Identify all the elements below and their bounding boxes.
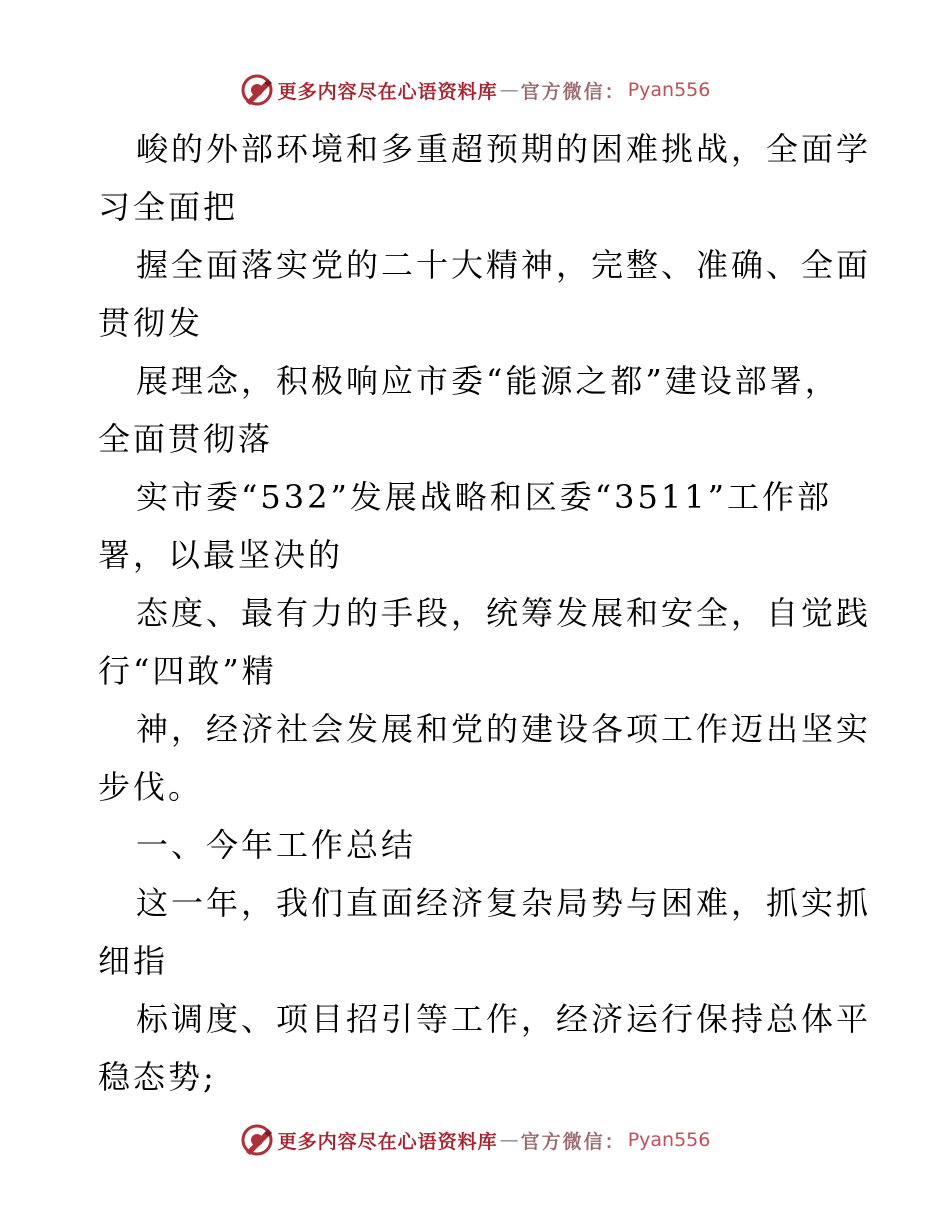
text-line: 习全面把 [98, 188, 239, 226]
text-line: 态度、最有力的手段，统筹发展和安全，自觉践 [136, 594, 872, 632]
text-line: 全面贯彻落 [98, 420, 274, 458]
text-line: 稳态势; [98, 1058, 217, 1096]
pen-seal-icon [240, 1123, 274, 1157]
document-body [98, 120, 872, 1106]
watermark-account-id: Pyan556 [627, 79, 711, 101]
watermark-official-label: 官方微信： [520, 1130, 626, 1153]
pen-seal-icon [240, 73, 274, 107]
watermark-main-text: 更多内容尽在心语资料库 [277, 1130, 498, 1153]
text-line: 署，以最坚决的 [98, 536, 344, 574]
text-line: 这一年，我们直面经济复杂局势与困难，抓实抓 [136, 884, 872, 922]
text-line: 握全面落实党的二十大精神，完整、准确、全面 [136, 246, 872, 284]
text-line: 展理念，积极响应市委“能源之都”建设部署， [136, 362, 840, 400]
text-line: 贯彻发 [98, 304, 204, 342]
text-line: 标调度、项目招引等工作，经济运行保持总体平 [136, 1000, 872, 1038]
watermark-official-label: 官方微信： [520, 80, 626, 103]
watermark-separator: — [499, 79, 519, 101]
watermark-main-text: 更多内容尽在心语资料库 [277, 80, 498, 103]
text-line: 细指 [98, 942, 169, 980]
text-line: 神，经济社会发展和党的建设各项工作迈出坚实 [136, 710, 872, 748]
text-line: 步伐。 [98, 768, 204, 806]
text-line: 行“四敢”精 [98, 652, 277, 690]
section-heading: 一、今年工作总结 [136, 826, 417, 864]
watermark-separator: — [499, 1129, 519, 1151]
footer-watermark [0, 1120, 950, 1160]
watermark-account-id: Pyan556 [627, 1129, 711, 1151]
text-line: 峻的外部环境和多重超预期的困难挑战，全面学 [136, 130, 872, 168]
text-line: 实市委“532”发展战略和区委“3511”工作部 [136, 478, 832, 516]
header-watermark [0, 70, 950, 110]
